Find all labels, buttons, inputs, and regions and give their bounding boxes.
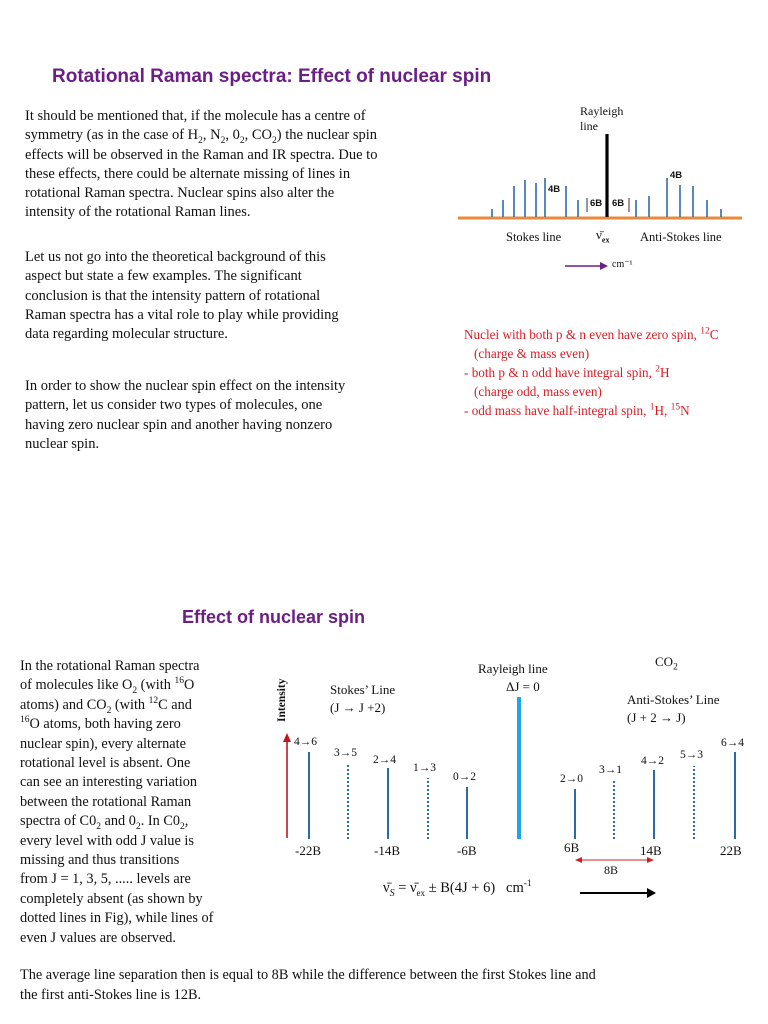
note-line: - both p & n odd have integral spin, $^2$H (464, 364, 670, 380)
stokes-title-line: Stokes’ Line (330, 682, 396, 697)
tick-label: -6B (457, 843, 477, 858)
nu-symbol: ν̄ (596, 227, 602, 242)
raman-shift-formula: $\nū_S$ = $\nū_{ex} \pm B(4J + 6)$ $cm^{-1}$ (383, 879, 532, 899)
stokes-title (330, 681, 395, 717)
rayleigh-label-line: Rayleigh (580, 104, 624, 118)
transition-label: 5→3 (680, 749, 703, 761)
transition-label: 4→6 (294, 736, 317, 748)
transition-label: 6→4 (721, 737, 744, 749)
rayleigh-label-line: line (580, 119, 598, 133)
formula-unit-exponent: -1 (523, 879, 532, 890)
text-line: these effects, there could be alternate missing of lines in (25, 165, 351, 182)
co2-label: $CO_2$ (655, 654, 678, 673)
text-line: even J values are observed. (20, 929, 177, 946)
text-line: missing and thus transitions (20, 852, 180, 869)
spacing-label-6b-left: 6B (590, 198, 603, 209)
rayleigh-label (580, 104, 623, 134)
rayleigh-title (478, 660, 548, 696)
spacing-label-4b-right: 4B (670, 170, 683, 181)
spacing-label-6b-right: 6B (612, 198, 625, 209)
rayleigh-rule: ΔJ = 0 (505, 679, 540, 694)
text-line: of molecules like $O_2$ (with $^{16}$O (20, 676, 195, 697)
transition-label: 1→3 (413, 762, 436, 774)
text-line: atoms) and $CO_2$ (with $^{12}$C and (20, 696, 192, 716)
rayleigh-title-line: Rayleigh line (478, 661, 548, 676)
formula-subscript: ex (416, 887, 426, 898)
section-title-nuclear-spin: Effect of nuclear spin (182, 607, 366, 627)
text-line: intensity of the rotational Raman lines. (25, 204, 251, 221)
text-line: effects will be observed in the Raman and IR spectra. Due to (25, 146, 378, 163)
text-line: In order to show the nuclear spin effect on the intensity (25, 378, 346, 394)
note-line: (charge odd, mass even) (474, 384, 602, 399)
anti-stokes-title (627, 691, 720, 727)
spacing-label-4b-left: 4B (548, 184, 561, 195)
spacing-label-8b: 8B (604, 863, 619, 877)
arrow-head (575, 857, 582, 863)
text-line: nuclear spin. (25, 435, 100, 452)
text-line: the first anti-Stokes line is 12B. (20, 986, 202, 1003)
transition-label: 2→4 (373, 754, 396, 766)
text-line: $^{16}$O atoms, both having zero (20, 715, 181, 733)
text-line: completely absent (as shown by (20, 890, 203, 907)
text-line: between the rotational Raman (20, 793, 192, 810)
arrow-head (647, 888, 656, 898)
text-line: nuclear spin), every alternate (20, 735, 186, 752)
intensity-axis-label: Intensity (276, 678, 288, 722)
arrow-head (600, 262, 608, 270)
anti-stokes-rule: (J + 2 → J) (627, 710, 686, 725)
text-line: In the rotational Raman spectra (20, 658, 200, 674)
note-line: - odd mass have half-integral spin, $^1$H, $^{15}$N (464, 402, 690, 418)
text-line: every level with odd J value is (20, 832, 194, 849)
text-line: dotted lines in Fig), while lines of (20, 910, 214, 927)
text-line: It should be mentioned that, if the molecule has a centre of (25, 108, 366, 124)
transition-label: 3→5 (334, 747, 357, 759)
note-line: Nuclei with both p & n even have zero spin, $^{12}$C (464, 326, 719, 342)
formula-subscript: S (389, 887, 395, 899)
tick-label: 6B (564, 840, 580, 855)
formula-unit: cm (506, 880, 524, 896)
arrow-head (283, 733, 291, 742)
transition-label: 2→0 (560, 773, 583, 785)
transition-label: 0→2 (453, 771, 476, 783)
tick-label: -22B (295, 843, 321, 858)
anti-stokes-title-line: Anti-Stokes’ Line (627, 692, 720, 707)
unit-label: cm⁻¹ (612, 259, 633, 270)
text-line: having zero nuclear spin and another having nonzero (25, 416, 333, 433)
text-line: from J = 1, 3, 5, ..... levels are (20, 871, 191, 888)
text-line: rotational level is absent. One (20, 755, 191, 772)
text-line: Let us not go into the theoretical background of this (25, 249, 326, 265)
stokes-rule: (J → J +2) (330, 700, 386, 715)
text-line: symmetry (as in the case of $H_2$, $N_2$, $0_2$, $CO_2$) the nuclear spin (25, 127, 378, 147)
anti-stokes-line-label: Anti-Stokes line (640, 230, 722, 244)
tick-label: 14B (640, 843, 662, 858)
tick-label: 22B (720, 843, 742, 858)
transition-label: 4→2 (641, 755, 664, 767)
text-line: conclusion is that the intensity pattern of rotational (25, 287, 321, 304)
text-line: rotational Raman spectra. Nuclear spins also alter the (25, 185, 335, 202)
text-line: The average line separation then is equal to 8B while the difference between the first Stokes line and (20, 967, 596, 983)
nuclear-spin-paragraph (20, 657, 213, 948)
text-line: aspect but state a few examples. The significant (25, 268, 302, 285)
text-line: Raman spectra has a vital role to play while providing (25, 306, 339, 323)
note-line: (charge & mass even) (474, 346, 590, 361)
text-line: can see an interesting variation (20, 774, 198, 791)
tick-label: -14B (374, 843, 400, 858)
text-line: data regarding molecular structure. (25, 326, 228, 343)
transition-label: 3→1 (599, 764, 622, 776)
section-title: Rotational Raman spectra: Effect of nuclear spin (52, 66, 492, 87)
text-line: spectra of $C0_2$ and $0_2$. In $C0_2$, (20, 813, 189, 833)
excitation-wavenumber-label (596, 227, 609, 243)
conclusion-paragraph (20, 966, 596, 1005)
stokes-line-label: Stokes line (506, 230, 562, 244)
text-line: pattern, let us consider two types of molecules, one (25, 397, 323, 414)
nu-subscript: ex (601, 235, 610, 245)
